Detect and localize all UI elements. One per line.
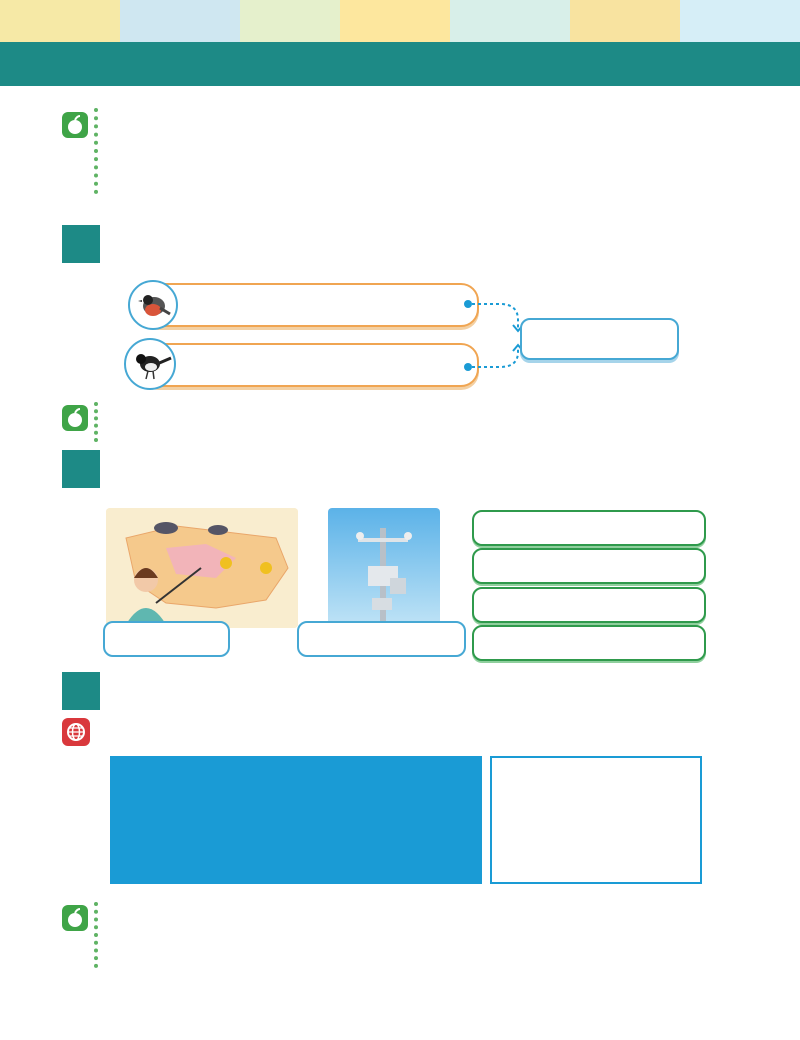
weather-chart (490, 756, 702, 884)
synoptic-image (106, 508, 298, 628)
dotted-line (94, 402, 102, 442)
label-weather-station (297, 621, 466, 657)
globe-icon (62, 718, 90, 746)
label-synoptic (103, 621, 230, 657)
weather-station-image (328, 508, 440, 626)
item-air-temperature (472, 510, 706, 546)
sign-magpie (140, 343, 479, 387)
dotted-line (94, 902, 102, 968)
sign-bullfinch (140, 283, 479, 327)
result-box (520, 318, 679, 360)
apple-icon (62, 112, 88, 138)
top-color-strip (0, 0, 800, 42)
task-number-3 (62, 672, 100, 710)
task-number-2 (62, 450, 100, 488)
weather-calendar (110, 756, 482, 884)
side-caption (722, 470, 762, 970)
apple-icon (62, 905, 88, 931)
item-sky-state (472, 548, 706, 584)
bullfinch-image (128, 280, 178, 330)
section-header (0, 42, 800, 86)
item-wind (472, 625, 706, 661)
task-number-1 (62, 225, 100, 263)
magpie-image (124, 338, 176, 390)
dotted-line (94, 108, 102, 194)
apple-icon (62, 405, 88, 431)
item-precipitation (472, 587, 706, 623)
chart-svg (492, 758, 700, 882)
